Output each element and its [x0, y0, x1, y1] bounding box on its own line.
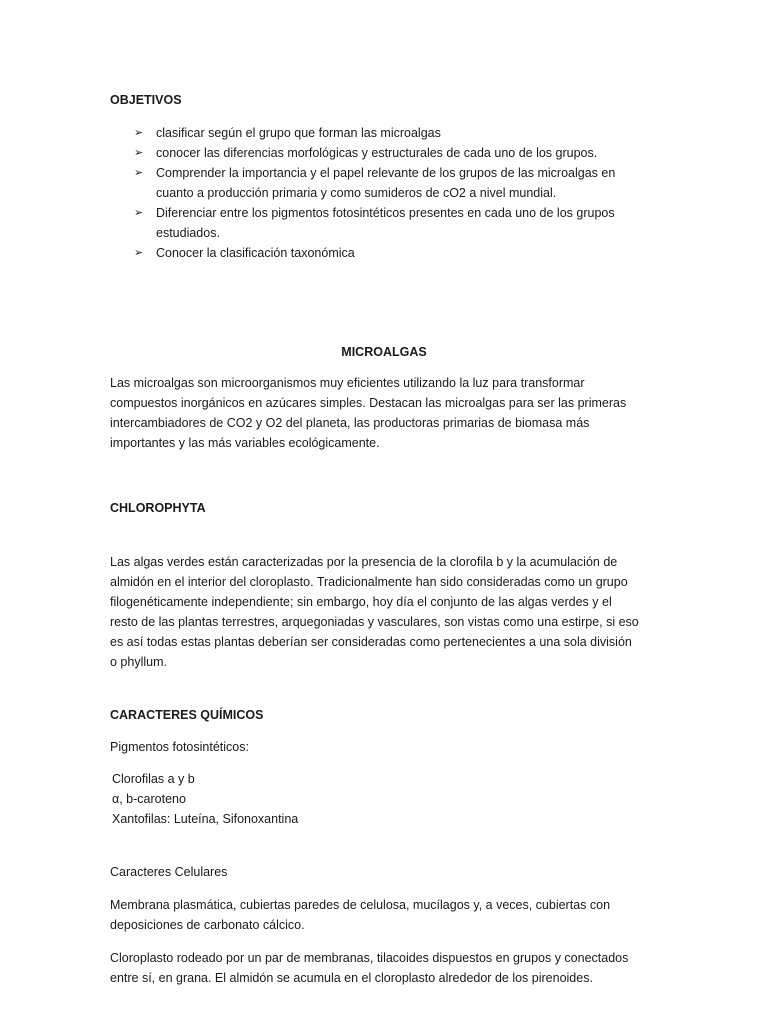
- list-item: ➢ Comprender la importancia y el papel relevante de los grupos de las microalgas en cuanto a producción primaria y como sumideros de cO2 a nivel mundial.: [134, 163, 644, 203]
- pigment-item: Xantofilas: Luteína, Sifonoxantina: [112, 812, 299, 826]
- chlorophyta-heading: CHLOROPHYTA: [110, 501, 206, 515]
- caracteres-celulares-paragraph-2: Cloroplasto rodeado por un par de membranas, tilacoides dispuestos en grupos y conectados entre sí, en grana. El almidón se acumula en el cloroplasto alrededor de los pirenoides.: [110, 951, 629, 985]
- list-item: ➢ Conocer la clasificación taxonómica: [134, 243, 644, 263]
- pigment-item: Clorofilas a y b: [112, 772, 195, 786]
- arrow-bullet-icon: ➢: [134, 247, 144, 259]
- list-item: ➢ clasificar según el grupo que forman las microalgas: [134, 123, 644, 143]
- arrow-bullet-icon: ➢: [134, 167, 144, 179]
- objetivos-list: [134, 123, 644, 263]
- pigmentos-subheading: Pigmentos fotosintéticos:: [110, 740, 249, 754]
- arrow-bullet-icon: ➢: [134, 127, 144, 139]
- list-item: ➢ conocer las diferencias morfológicas y estructurales de cada uno de los grupos.: [134, 143, 644, 163]
- caracteres-celulares-heading: Caracteres Celulares: [110, 865, 228, 879]
- caracteres-celulares-paragraph-1: Membrana plasmática, cubiertas paredes de celulosa, mucílagos y, a veces, cubiertas con deposiciones de carbonato cálcico.: [110, 898, 611, 932]
- arrow-bullet-icon: ➢: [134, 147, 144, 159]
- arrow-bullet-icon: ➢: [134, 207, 144, 219]
- pigment-item: α, b-caroteno: [112, 792, 186, 806]
- chlorophyta-paragraph: Las algas verdes están caracterizadas por la presencia de la clorofila b y la acumulación de almidón en el interior del cloroplasto. Tradicionalmente han sido consideradas como un grupo filogenéticamente independiente; sin embargo, hoy día el conjunto de las algas verdes y el resto de las plantas terrestres, arquegoniadas y vasculares, son vistas como una estirpe, si eso es así todas estas plantas deberían ser consideradas como pertenecientes a una sola división o phyllum.: [110, 555, 639, 669]
- caracteres-quimicos-heading: CARACTERES QUÍMICOS: [110, 708, 264, 722]
- objetivos-heading: OBJETIVOS: [110, 93, 182, 107]
- microalgas-paragraph: Las microalgas son microorganismos muy eficientes utilizando la luz para transformar compuestos inorgánicos en azúcares simples. Destacan las microalgas para ser las primeras intercambiadores de CO2 y O2 del planeta, las productoras primarias de biomasa más importantes y las más variables ecológicamente.: [110, 376, 627, 450]
- microalgas-heading: MICROALGAS: [341, 345, 427, 359]
- list-item: ➢ Diferenciar entre los pigmentos fotosintéticos presentes en cada uno de los grupos estudiados.: [134, 203, 644, 243]
